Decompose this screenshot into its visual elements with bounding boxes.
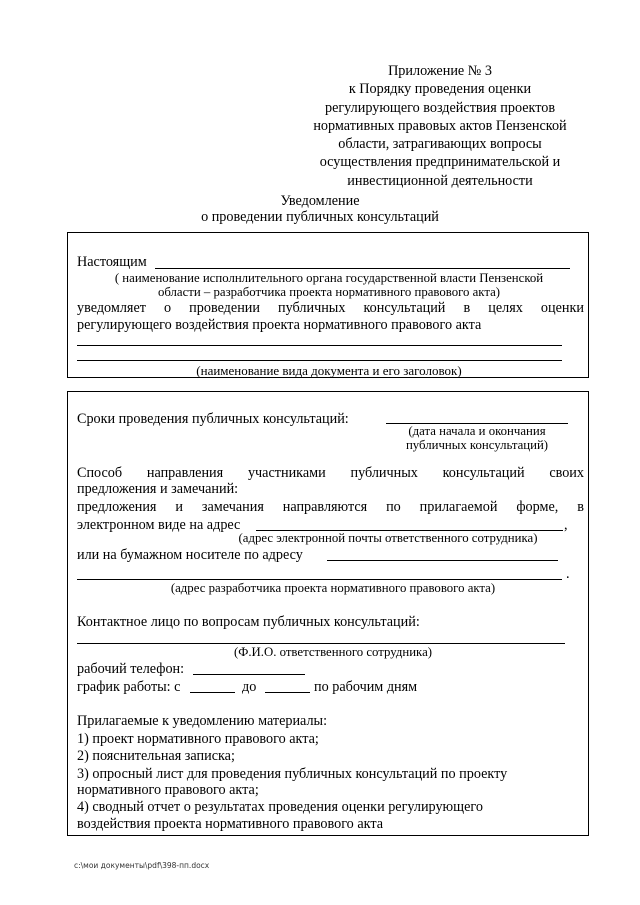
document-name-caption: (наименование вида документа и его заголовок) (196, 363, 462, 378)
notify-line: уведомляет о проведении публичных консультаций в целях оценки (77, 300, 584, 316)
email-label: электронном виде на адрес (77, 517, 241, 533)
paper-label: или на бумажном носителе по адресу (77, 547, 303, 563)
nastoyashchim-label: Настоящим (77, 254, 147, 270)
email-caption: (адрес электронной почты ответственного сотрудника) (238, 531, 538, 545)
title-line-2: о проведении публичных консультаций (201, 209, 439, 225)
organization-caption-1: ( наименование исполнлительного органа государственной власти Пензенской (114, 271, 544, 285)
attachments-title: Прилагаемые к уведомлению материалы: (77, 713, 328, 729)
proposals-line: предложения и замечания направляются по прилагаемой форме, в (77, 499, 584, 515)
consultation-details-box (67, 391, 589, 836)
appendix-line: регулирующего воздействия проектов (324, 99, 556, 116)
attachment-item: 2) пояснительная записка; (77, 748, 235, 764)
attachment-item: 1) проект нормативного правового акта; (77, 731, 319, 747)
organization-name-line (155, 268, 570, 269)
appendix-line: области, затрагивающих вопросы (338, 136, 542, 153)
address-period: . (566, 566, 570, 582)
schedule-days-label: по рабочим дням (314, 679, 418, 695)
schedule-from-label: график работы: с (77, 679, 181, 695)
email-comma: , (564, 517, 568, 533)
address-caption: (адрес разработчика проекта нормативного правового акта) (170, 581, 496, 595)
appendix-line: инвестиционной деятельности (347, 172, 533, 189)
document-title (120, 193, 520, 225)
appendix-line: осуществления предпринимательской и (319, 154, 561, 171)
developer-address-line (77, 579, 562, 580)
file-path-footer: c:\мои документы\pdf\398-пп.docx (74, 861, 210, 870)
notify-line-2: регулирующего воздействия проекта нормативного правового акта (77, 317, 482, 333)
phone-label: рабочий телефон: (77, 661, 185, 677)
contact-caption: (Ф.И.О. ответственного сотрудника) (233, 645, 433, 659)
document-name-line-1 (77, 345, 562, 346)
attachment-item: 3) опросный лист для проведения публичных консультаций по проекту (77, 766, 508, 782)
phone-line (193, 674, 305, 675)
attachment-item: 4) сводный отчет о результатах проведения оценки регулирующего (77, 799, 483, 815)
attachment-item: воздействия проекта нормативного правового акта (77, 816, 383, 832)
contact-name-line (77, 643, 565, 644)
terms-label: Сроки проведения публичных консультаций: (77, 411, 349, 427)
terms-caption-1: (дата начала и окончания (408, 424, 546, 438)
attachment-item: нормативного правового акта; (77, 782, 259, 798)
method-line: Способ направления участниками публичных консультаций своих (77, 465, 584, 481)
schedule-to-label: до (242, 679, 257, 695)
organization-caption-2: области – разработчика проекта нормативного правового акта) (157, 285, 501, 299)
terms-caption-2: публичных консультаций) (405, 438, 549, 452)
title-line-1: Уведомление (280, 193, 360, 209)
developer-notice-box (67, 232, 589, 378)
appendix-line: нормативных правовых актов Пензенской (313, 117, 567, 134)
contact-label: Контактное лицо по вопросам публичных консультаций: (77, 614, 420, 630)
schedule-from-line (190, 692, 235, 693)
appendix-line: Приложение № 3 (388, 63, 492, 79)
document-name-line-2 (77, 360, 562, 361)
appendix-line: к Порядку проведения оценки (348, 81, 532, 98)
appendix-header (300, 62, 580, 190)
schedule-to-line (265, 692, 310, 693)
method-line-2: предложения и замечаний: (77, 481, 239, 497)
paper-address-line (327, 560, 558, 561)
